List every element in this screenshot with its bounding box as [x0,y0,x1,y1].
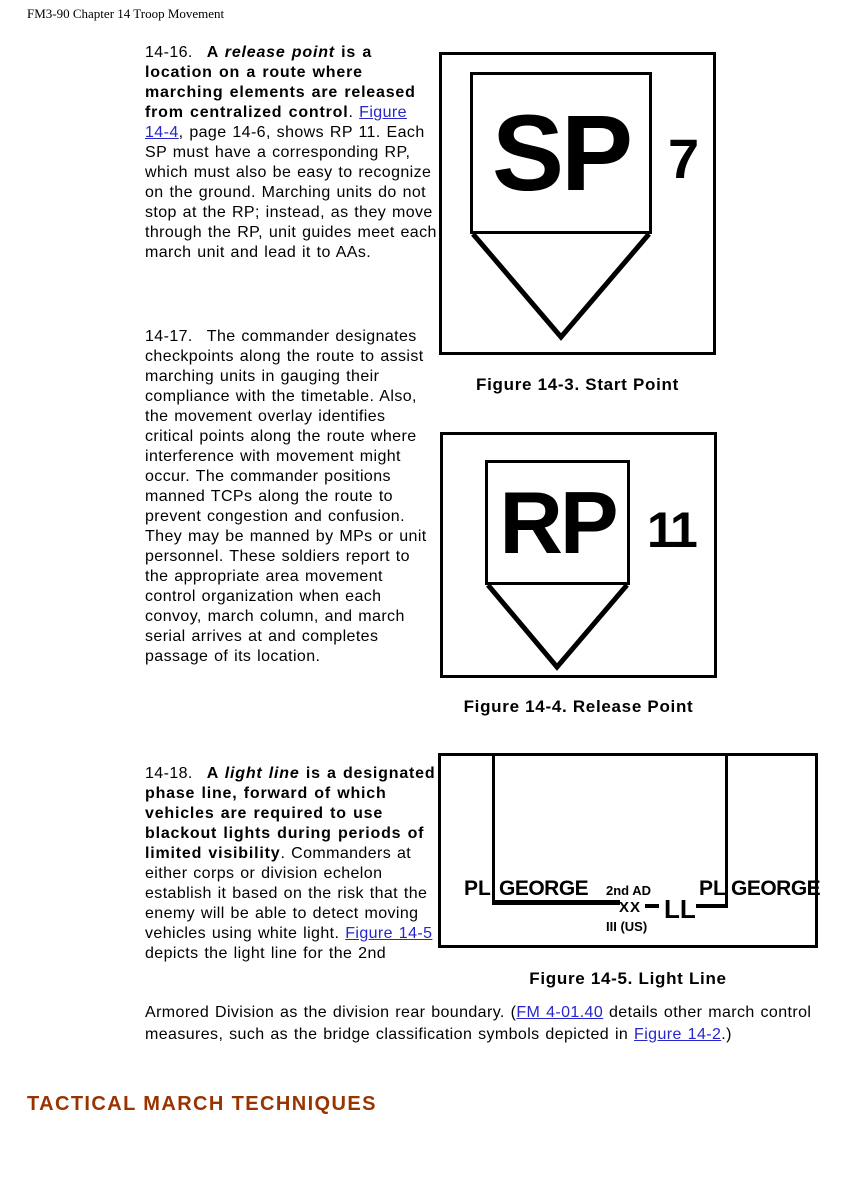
term-release-point: release point [224,44,335,61]
paragraph-number: 14-17. [145,328,193,345]
paragraph-body-text: . Commanders at either corps or division echelon establish it based on the risk that the enemy will be able to detect moving vehicles using white light. [145,845,428,942]
paragraph-14-18-continuation [145,1002,815,1046]
echelon-xx-label: XX [619,899,642,916]
start-point-pointer-icon [470,234,652,342]
figure-14-5-caption: Figure 14-5. Light Line [529,969,727,988]
link-figure-14-2[interactable]: Figure 14-2 [634,1026,722,1043]
link-fm-4-01-40[interactable]: FM 4-01.40 [516,1004,604,1021]
boundary-line-left-vertical [492,756,495,905]
lead-bold-post: is a designated phase line, forward of which vehicles are required to use blackout lights during periods of limited visibility [145,765,436,862]
phase-line-left-pl-label: PL [464,877,491,900]
figure-14-4-box [440,432,717,678]
paragraph-14-16 [145,43,437,263]
document-header: FM3-90 Chapter 14 Troop Movement [27,6,225,21]
term-light-line: light line [224,765,300,782]
release-point-number: 11 [647,502,696,558]
light-line-dash-right [696,904,728,908]
light-line-dash-left [645,904,659,908]
light-line-ll-label: LL [664,894,696,924]
link-figure-14-4[interactable]: Figure 14-4 [145,104,407,141]
release-point-pointer-icon [485,585,630,671]
figure-14-4-caption: Figure 14-4. Release Point [463,697,694,716]
paragraph-body-text: The commander designates checkpoints along the route to assist marching units in gauging their compliance with the timetable. Also, the movement overlay identifies critical points along the route where interference with movement might occur. The commander positions manned TCPs along the route to prevent congestion and confusion. They may be manned by MPs or unit personnel. These soldiers report to the appropriate area movement control organization when each convoy, march column, and march serial arrives at and completes passage of its location. [145,328,427,665]
start-point-symbol-square [470,72,652,234]
release-point-label: RP [499,472,616,572]
unit-above-boundary-label: 2nd AD [606,883,652,898]
release-point-symbol-square [485,460,630,585]
paragraph-number: 14-16. [145,44,193,61]
unit-below-boundary-label: III (US) [606,919,648,934]
phase-line-right-name-label: GEORGE [731,877,821,900]
lead-bold-pre: A [206,44,225,61]
section-heading-tactical-march-techniques: TACTICAL MARCH TECHNIQUES [27,1093,377,1115]
start-point-label: SP [491,92,631,213]
paragraph-14-17 [145,327,437,667]
figure-14-3-box [439,52,716,355]
phase-line-left-name-label: GEORGE [499,877,589,900]
start-point-number: 7 [668,127,700,190]
lead-bold-post: is a location on a route where marching elements are released from centralized control [145,44,416,121]
paragraph-body-text: .) [721,1026,732,1043]
paragraph-body-text: Armored Division as the division rear boundary. ( [145,1004,517,1021]
paragraph-body-text: details other march control measures, such as the bridge classification symbols depicted in [145,1004,812,1043]
figure-14-5-box [438,753,821,948]
paragraph-number: 14-18. [145,765,193,782]
lead-bold-pre: A [206,765,225,782]
separator-text: . [348,104,360,121]
link-figure-14-5[interactable]: Figure 14-5 [345,925,433,942]
paragraph-body-text: , page 14-6, shows RP 11. Each SP must have a corresponding RP, which must also be easy to recognize on the ground. Marching units do not stop at the RP; instead, as they move through the RP, unit guides meet each march unit and lead it to AAs. [145,124,437,261]
boundary-line-horizontal [492,900,620,905]
figure-14-3-caption: Figure 14-3. Start Point [476,375,679,394]
paragraph-body-text: depicts the light line for the 2nd [145,945,387,962]
paragraph-14-18 [145,764,441,964]
phase-line-right-pl-label: PL [699,877,726,900]
